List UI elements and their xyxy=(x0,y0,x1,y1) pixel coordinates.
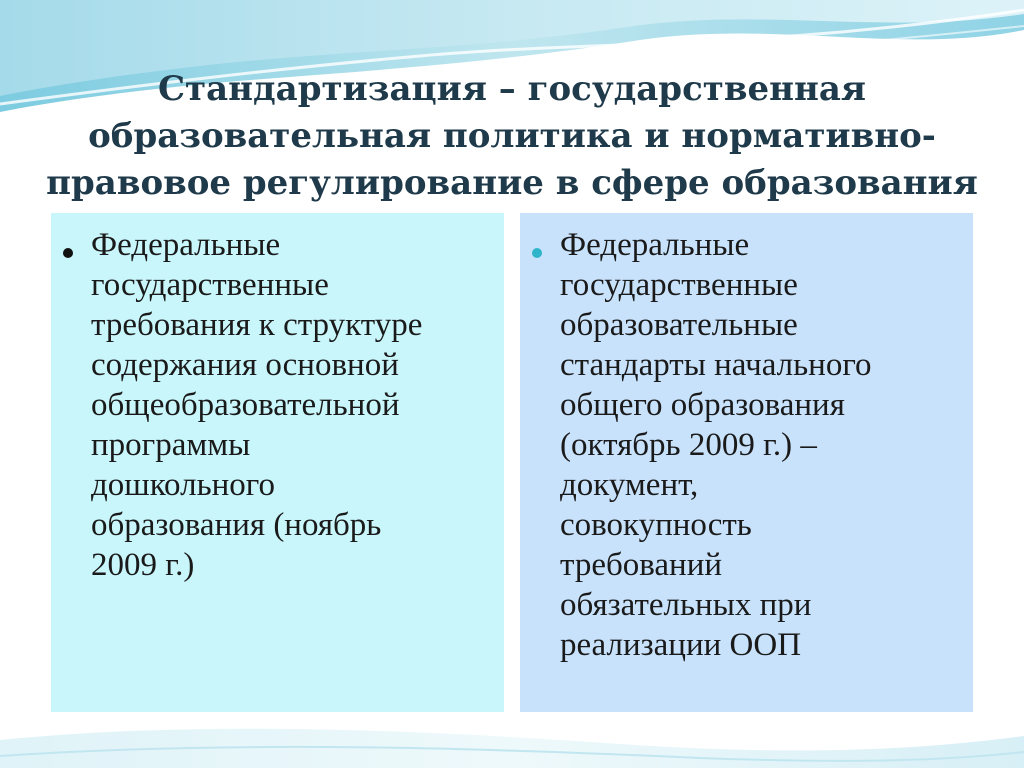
left-column-panel xyxy=(51,213,504,712)
bullet-dot-icon xyxy=(532,248,542,258)
list-item xyxy=(63,225,490,585)
list-item xyxy=(532,225,959,665)
slide-title: Стандартизация – государственная образовательная политика и нормативно- правовое регулирование в сфере образования xyxy=(46,69,978,203)
right-column-panel xyxy=(520,213,973,712)
right-column-text: Федеральные государственные образовательные стандарты начального общего образования (октябрь 2009 г.) – документ, совокупность требований обязательных при реализации ООП xyxy=(560,227,872,663)
bullet-dot-icon xyxy=(63,248,73,258)
left-column-text: Федеральные государственные требования к структуре содержания основной общеобразовательной программы дошкольного образования (ноябрь 2009 г.) xyxy=(91,227,423,583)
